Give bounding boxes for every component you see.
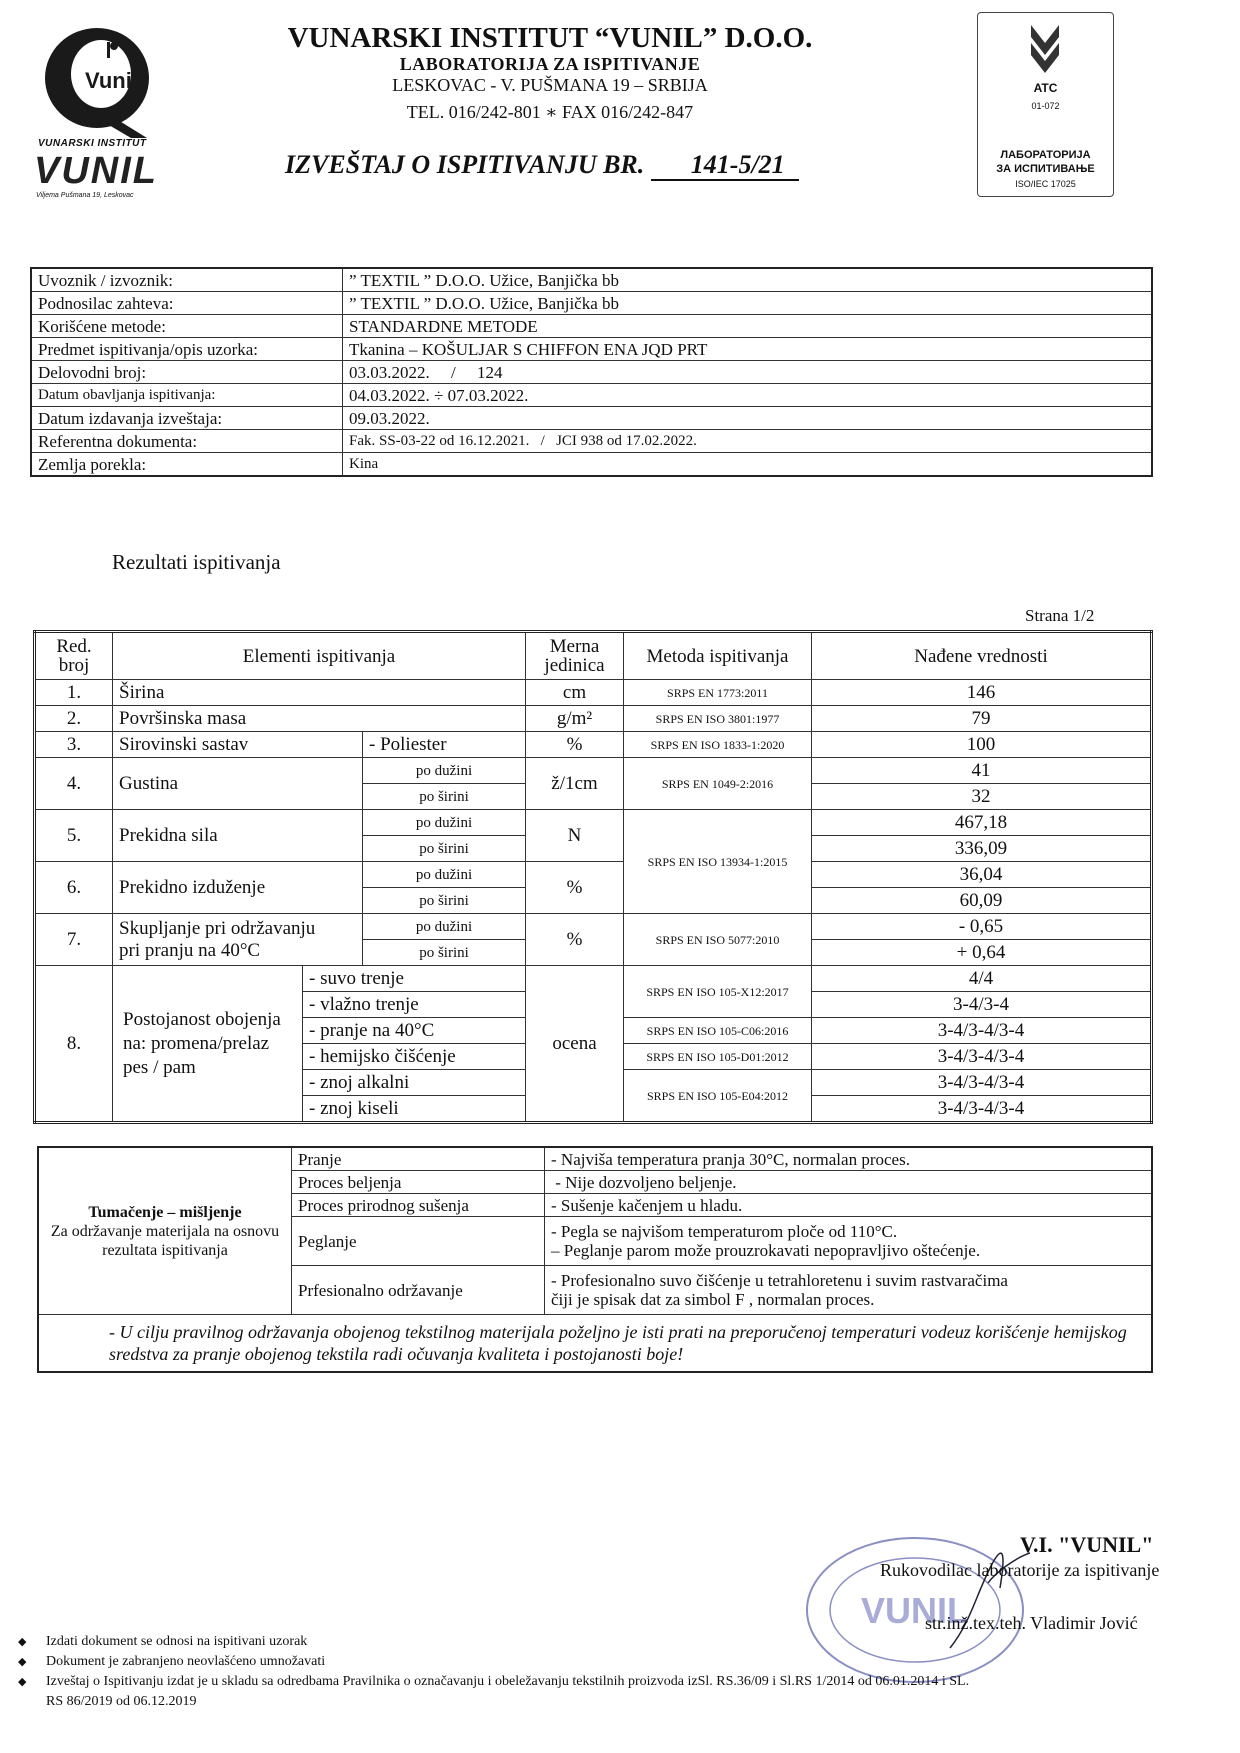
row-unit: g/m² <box>526 706 624 732</box>
row-subelement: - znoj kiseli <box>303 1096 526 1123</box>
care-process: Prfesionalno održavanje <box>292 1266 545 1315</box>
row-method: SRPS EN 1773:2011 <box>624 680 812 706</box>
care-instruction-line1: - Profesionalno suvo čišćenje u tetrahloretenu i suvim rastvaračima <box>551 1271 1008 1290</box>
row-direction: po širini <box>363 784 526 810</box>
logo-caption: VUNARSKI INSTITUT <box>38 138 147 149</box>
row-value: 467,18 <box>812 810 1152 836</box>
interpretation-title: Tumačenje – mišljenje <box>88 1203 242 1221</box>
interpretation-row <box>38 1147 1152 1171</box>
row-value: 146 <box>812 680 1152 706</box>
table-row <box>35 810 1152 836</box>
info-key: Predmet ispitivanja/opis uzorka: <box>31 338 343 361</box>
info-value: ” TEXTIL ” D.O.O. Užice, Banjička bb <box>343 292 1153 315</box>
row-number: 5. <box>35 810 113 862</box>
care-instruction <box>545 1217 1153 1266</box>
row-value: 3-4/3-4/3-4 <box>812 1070 1152 1096</box>
row-number: 1. <box>35 680 113 706</box>
row-method: SRPS EN ISO 3801:1977 <box>624 706 812 732</box>
row-value: 32 <box>812 784 1152 810</box>
care-process: Pranje <box>292 1147 545 1171</box>
footer-note-text: Izveštaj o Ispitivanju izdat je u skladu sa odredbama Pravilnika o označavanju i obeležavanju tekstilnih proizvoda izSl. RS.36/09 i Sl.RS 1/2014 od 06.01.2014 i SL. <box>46 1674 970 1689</box>
laboratory-name: LABORATORIJA ZA ISPITIVANJE <box>399 54 701 74</box>
info-row <box>31 361 1152 384</box>
row-method: SRPS EN ISO 1833-1:2020 <box>624 732 812 758</box>
row-value: 3-4/3-4 <box>812 992 1152 1018</box>
info-row <box>31 453 1152 477</box>
row-element: Površinska masa <box>113 706 526 732</box>
row-unit: % <box>526 862 624 914</box>
logo-brand: VUNIL <box>34 150 158 192</box>
report-title <box>285 150 799 180</box>
stamp-text: VUNIL <box>861 1590 969 1631</box>
info-value: STANDARDNE METODE <box>343 315 1153 338</box>
page-indicator: Strana 1/2 <box>1025 606 1095 625</box>
info-key: Referentna dokumenta: <box>31 430 343 453</box>
signature-role: Rukovodilac laboratorije za ispitivanje <box>880 1560 1160 1580</box>
footer-note <box>18 1654 325 1670</box>
row-unit: ocena <box>526 966 624 1123</box>
row-number: 3. <box>35 732 113 758</box>
institute-address: LESKOVAC - V. PUŠMANA 19 – SRBIJA <box>392 75 708 95</box>
header-method: Metoda ispitivanja <box>624 632 812 680</box>
row-unit: % <box>526 732 624 758</box>
q-logo-icon <box>35 20 155 140</box>
row-value: 79 <box>812 706 1152 732</box>
info-row <box>31 292 1152 315</box>
care-process: Proces prirodnog sušenja <box>292 1194 545 1217</box>
info-row <box>31 338 1152 361</box>
interpretation-desc: Za održavanje materijala na osnovu rezultata ispitivanja <box>50 1222 280 1259</box>
row-number: 4. <box>35 758 113 810</box>
report-number: 141-5/21 <box>651 150 799 181</box>
atc-label: ATC <box>1033 81 1058 95</box>
row-value: 100 <box>812 732 1152 758</box>
row-direction: po dužini <box>363 810 526 836</box>
atc-lab-line1: ЛАБОРАТОРИЈА <box>1000 149 1091 161</box>
row-number: 8. <box>35 966 113 1123</box>
care-instruction-line1: - Pegla se najvišom temperaturom ploče od 110°C. <box>551 1222 898 1241</box>
row-method: SRPS EN ISO 13934-1:2015 <box>624 810 812 914</box>
row-element: Širina <box>113 680 526 706</box>
footer-note-text: Dokument je zabranjeno neovlašćeno umnožavati <box>46 1654 326 1669</box>
info-row <box>31 268 1152 292</box>
bullet-icon: ◆ <box>18 1656 27 1668</box>
results-header-row <box>35 632 1152 680</box>
info-key: Podnosilac zahteva: <box>31 292 343 315</box>
info-row <box>31 407 1152 430</box>
row-number: 7. <box>35 914 113 966</box>
row-method: SRPS EN ISO 105-C06:2016 <box>624 1018 812 1044</box>
row-method: SRPS EN ISO 105-D01:2012 <box>624 1044 812 1070</box>
table-row <box>35 680 1152 706</box>
closing-note: - U cilju pravilnog održavanja obojenog tekstilnog materijala poželjno je isti prati na preporučenoj temperaturi vodeuz korišćenje hemijskog sredstva za pranje obojenog tekstila radi očuvanja kvaliteta i postojanosti boje! <box>38 1315 1152 1373</box>
results-heading: Rezultati ispitivanja <box>112 550 281 574</box>
info-key: Korišćene metode: <box>31 315 343 338</box>
bullet-icon: ◆ <box>18 1636 27 1648</box>
laboratory-stamp-icon <box>800 1528 1030 1693</box>
footer-note-text: Izdati dokument se odnosi na ispitivani uzorak <box>46 1634 308 1649</box>
info-key: Delovodni broj: <box>31 361 343 384</box>
row-direction: po širini <box>363 888 526 914</box>
signature-name: str.inž.tex.teh. Vladimir Jović <box>925 1613 1138 1633</box>
header-unit: Merna jedinica <box>526 632 624 680</box>
institute-phone: TEL. 016/242-801 ∗ FAX 016/242-847 <box>406 102 694 122</box>
row-unit: % <box>526 914 624 966</box>
row-element-line1: Skupljanje pri održavanju <box>119 917 316 939</box>
info-value: 09.03.2022. <box>343 407 1153 430</box>
row-method: SRPS EN ISO 105-E04:2012 <box>624 1070 812 1123</box>
care-instruction: - Najviša temperatura pranja 30°C, normalan proces. <box>545 1147 1153 1171</box>
info-value: ” TEXTIL ” D.O.O. Užice, Banjička bb <box>343 268 1153 292</box>
row-direction: po širini <box>363 836 526 862</box>
info-value: Tkanina – KOŠULJAR S CHIFFON ENA JQD PRT <box>343 338 1153 361</box>
row-value: 3-4/3-4/3-4 <box>812 1096 1152 1123</box>
row-direction: po širini <box>363 940 526 966</box>
row-subelement: - suvo trenje <box>303 966 526 992</box>
row-value: - 0,65 <box>812 914 1152 940</box>
results-table <box>33 630 1153 1124</box>
info-value: 04.03.2022. ÷ 07.03.2022. <box>343 384 1153 407</box>
logo-address: Viljema Pušmana 19, Leskovac <box>36 192 134 199</box>
row-value: 3-4/3-4/3-4 <box>812 1044 1152 1070</box>
table-row <box>35 862 1152 888</box>
row-direction: po dužini <box>363 862 526 888</box>
info-value: Fak. SS-03-22 od 16.12.2021. / JCI 938 od 17.02.2022. <box>343 430 1153 453</box>
interpretation-summary <box>38 1147 292 1315</box>
header-element: Elementi ispitivanja <box>113 632 526 680</box>
row-value: 336,09 <box>812 836 1152 862</box>
row-subelement: - vlažno trenje <box>303 992 526 1018</box>
info-row <box>31 315 1152 338</box>
row-value: 4/4 <box>812 966 1152 992</box>
atc-code: 01-072 <box>1031 101 1060 111</box>
care-instruction-line2: – Peglanje parom može prouzrokavati nepopravljivo oštećenje. <box>551 1241 981 1260</box>
row-unit: cm <box>526 680 624 706</box>
row-subelement: - pranje na 40°C <box>303 1018 526 1044</box>
row-value: + 0,64 <box>812 940 1152 966</box>
info-value: Kina <box>343 453 1153 477</box>
row-number: 2. <box>35 706 113 732</box>
info-key: Datum obavljanja ispitivanja: <box>31 384 343 407</box>
care-process: Peglanje <box>292 1217 545 1266</box>
table-row <box>35 914 1152 940</box>
info-value: 03.03.2022. / 124 <box>343 361 1153 384</box>
care-instruction <box>545 1266 1153 1315</box>
table-row <box>35 732 1152 758</box>
row-direction: po dužini <box>363 758 526 784</box>
info-key: Zemlja porekla: <box>31 453 343 477</box>
row-unit: ž/1cm <box>526 758 624 810</box>
row-element <box>113 914 363 966</box>
row-number: 6. <box>35 862 113 914</box>
info-key: Datum izdavanja izveštaja: <box>31 407 343 430</box>
row-element: Prekidna sila <box>113 810 363 862</box>
row-method: SRPS EN ISO 105-X12:2017 <box>624 966 812 1018</box>
accreditation-badge <box>977 12 1114 197</box>
info-row <box>31 384 1152 407</box>
row-value: 3-4/3-4/3-4 <box>812 1018 1152 1044</box>
row-method: SRPS EN ISO 5077:2010 <box>624 914 812 966</box>
atc-lab-line2: ЗА ИСПИТИВАЊЕ <box>996 163 1095 175</box>
row-element-line2: pri pranju na 40°C <box>119 939 261 961</box>
institute-name: VUNARSKI INSTITUT “VUNIL” D.O.O. <box>287 22 813 54</box>
row-unit: N <box>526 810 624 862</box>
logo-q-text: Vunil <box>85 68 138 93</box>
care-instruction: - Nije dozvoljeno beljenje. <box>545 1171 1153 1194</box>
report-title-prefix: IZVEŠTAJ O ISPITIVANJU BR. <box>285 150 645 179</box>
interpretation-table <box>37 1146 1153 1373</box>
row-subelement: - znoj alkalni <box>303 1070 526 1096</box>
row-subelement: - Poliester <box>363 732 526 758</box>
row-element: Sirovinski sastav <box>113 732 363 758</box>
table-row <box>35 758 1152 784</box>
row-direction: po dužini <box>363 914 526 940</box>
row-element: Gustina <box>113 758 363 810</box>
bullet-icon: ◆ <box>18 1676 27 1688</box>
header-value: Nađene vrednosti <box>812 632 1152 680</box>
header-no: Red. broj <box>35 632 113 680</box>
row-value: 60,09 <box>812 888 1152 914</box>
care-process: Proces beljenja <box>292 1171 545 1194</box>
care-instruction: - Sušenje kačenjem u hladu. <box>545 1194 1153 1217</box>
sample-info-table <box>30 267 1153 477</box>
row-element: Prekidno izduženje <box>113 862 363 914</box>
footer-note-continued: RS 86/2019 od 06.12.2019 <box>46 1694 197 1709</box>
institute-logo <box>30 20 175 205</box>
row-value: 41 <box>812 758 1152 784</box>
row-element: Postojanost obojenja na: promena/prelaz pes / pam <box>113 966 303 1123</box>
atc-standard: ISO/IEC 17025 <box>1015 179 1076 189</box>
table-row <box>35 706 1152 732</box>
closing-note-row <box>38 1315 1152 1373</box>
signature-institute: V.I. "VUNIL" <box>1020 1532 1154 1557</box>
footer-note <box>18 1634 307 1650</box>
table-row <box>35 966 1152 992</box>
row-subelement: - hemijsko čišćenje <box>303 1044 526 1070</box>
care-instruction-line2: čiji je spisak dat za simbol F , normalan proces. <box>551 1290 875 1309</box>
row-method: SRPS EN 1049-2:2016 <box>624 758 812 810</box>
info-key: Uvoznik / izvoznik: <box>31 268 343 292</box>
row-value: 36,04 <box>812 862 1152 888</box>
footer-note <box>18 1674 1228 1690</box>
info-row <box>31 430 1152 453</box>
atc-mark-icon <box>1023 21 1067 79</box>
